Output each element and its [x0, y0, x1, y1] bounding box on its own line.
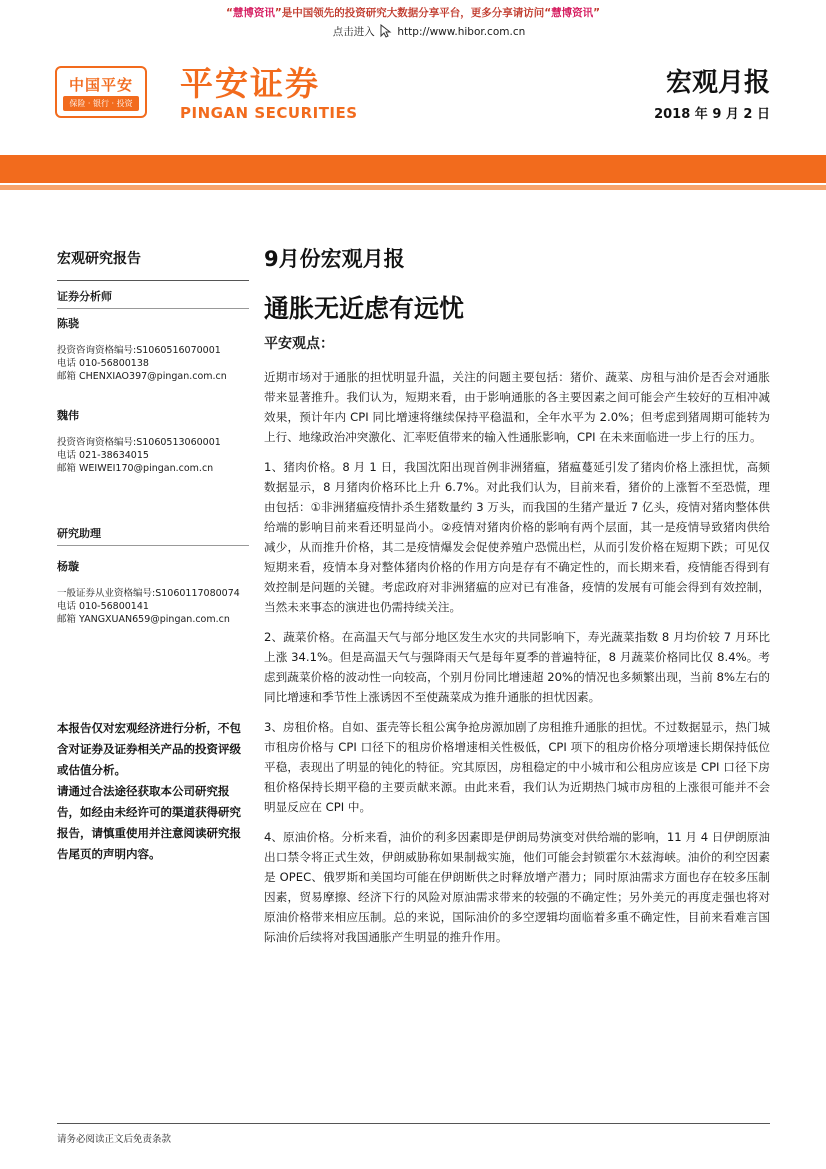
analyst-qualification: 投资咨询资格编号:S1060516070001: [57, 345, 221, 356]
assistant-name: 杨璇: [57, 560, 79, 573]
sidebar: [57, 248, 249, 626]
ping-an-group-logo: [55, 66, 147, 118]
company-name-en: PINGAN SECURITIES: [180, 104, 358, 122]
cursor-icon: [380, 24, 392, 38]
promo-banner: [0, 6, 826, 39]
sidebar-disclaimer: [57, 718, 249, 865]
disclaimer-scope: 本报告仅对宏观经济进行分析，不包含对证券及证券相关产品的投资评级或估值分析。: [57, 721, 241, 777]
report-type: 宏观月报: [665, 68, 770, 98]
analyst-card: [57, 315, 249, 383]
analyst-contact: [57, 436, 249, 475]
paragraph-oil: 4、原油价格。分析来看，油价的利多因素即是伊朗局势演变对供给端的影响，11 月 4 日伊朗原油出口禁令将正式生效，伊朗威胁称如果制裁实施，他们可能会封锁霍尔木兹海峡。油价的利空因素是 OPEC、俄罗斯和美国均可能在伊朗断供之时释放增产潜力；同时原油需求方面也存在较多压制因素，贸易摩擦、经济下行的风险对原油需求带来的较强的不确定性；另外美元的再度走强也将对原油价格带来相应压制。总的来说，国际油价的多空逻辑均面临着多重不确定性，目前来看难言国际油价后续将对我国通胀产生明显的推升作用。: [264, 830, 770, 944]
analyst-name: 魏伟: [57, 409, 79, 422]
viewpoint-heading: 平安观点：: [264, 336, 334, 352]
report-headline: 通胀无近虑有远忧: [264, 294, 465, 323]
analyst-email[interactable]: 邮箱 CHENXIAO397@pingan.com.cn: [57, 371, 227, 382]
disclaimer-source: 请通过合法途径获取本公司研究报告，如经由未经许可的渠道获得研究报告，请慎重使用并注意阅读研究报告尾页的声明内容。: [57, 784, 241, 861]
analyst-phone: 电话 010-56800138: [57, 358, 149, 369]
group-slogan: 保险 · 银行 · 投资: [63, 96, 139, 111]
assistant-card: [57, 558, 249, 626]
analyst-heading: 证券分析师: [57, 288, 249, 309]
analyst-name: 陈骁: [57, 317, 79, 330]
analyst-email[interactable]: 邮箱 WEIWEI170@pingan.com.cn: [57, 463, 214, 474]
analyst-phone: 电话 021-38634015: [57, 450, 149, 461]
main-content: [264, 243, 770, 947]
promo-brand[interactable]: 慧博资讯: [232, 7, 275, 19]
site-url-link[interactable]: http://www.hibor.com.cn: [397, 26, 526, 38]
promo-brand-2[interactable]: 慧博资讯: [551, 7, 594, 19]
company-name-cn: 平安证券: [180, 64, 320, 103]
footer-note: 请务必阅读正文后免责条款: [57, 1134, 172, 1145]
assistant-heading: 研究助理: [57, 525, 249, 546]
report-title: 9月份宏观月报: [264, 247, 405, 271]
paragraph-summary: 近期市场对于通胀的担忧明显升温，关注的问题主要包括：猪价、蔬菜、房租与油价是否会对通胀带来显著推升。我们认为，短期来看，由于影响通胀的各主要因素之间可能会产生较好的互相冲减效果，预计年内 CPI 同比增速将继续保持平稳温和，全年水平为 2.0%；但考虑到猪周期可能转为上行、地缘政治冲突激化、汇率贬值带来的输入性通胀影响，CPI 在未来面临进一步上行的压力。: [264, 370, 770, 444]
report-category: 宏观研究报告: [57, 248, 249, 281]
header-band-thin: [0, 185, 826, 190]
paragraph-vegetables: 2、蔬菜价格。在高温天气与部分地区发生水灾的共同影响下，寿光蔬菜指数 8 月均价较 7 月环比上涨 34.1%。但是高温天气与强降雨天气是每年夏季的普遍特征，8 月蔬菜价格同比仅 8.4%。考虑到蔬菜价格的波动性一向较高，个别月份同比增速超 20%的情况也多频繁出现，当前 8%左右的同比增速和季节性上涨诱因不至使蔬菜成为推升通胀的担忧因素。: [264, 630, 770, 704]
paragraph-rent: 3、房租价格。自如、蛋壳等长租公寓争抢房源加剧了房租推升通胀的担忧。不过数据显示，热门城市租房价格与 CPI 口径下的租房价格增速相关性极低，CPI 项下的租房价格分项增速长期保持低位平稳，表现出了明显的钝化的特征。究其原因，房租稳定的中小城市和公租房应该是 CPI 口径下房租价格保持长期平稳的主要贡献来源。由此来看，我们认为近期热门城市房租的上涨很可能并不会明显反应在 CPI 中。: [264, 720, 770, 814]
promo-line: “慧博资讯”是中国领先的投资研究大数据分享平台，更多分享请访问“慧博资讯”: [225, 7, 601, 19]
assistant-qualification: 一般证券从业资格编号:S1060117080074: [57, 588, 240, 599]
header-band: [0, 155, 826, 183]
click-enter-link[interactable]: 点击进入: [332, 26, 375, 38]
group-name: 中国平安: [68, 76, 133, 94]
assistant-contact: [57, 587, 249, 626]
footer-divider: [57, 1123, 770, 1124]
assistant-email[interactable]: 邮箱 YANGXUAN659@pingan.com.cn: [57, 614, 230, 625]
analyst-qualification: 投资咨询资格编号:S1060513060001: [57, 437, 221, 448]
promo-link-line: [16, 24, 826, 39]
pingan-securities-logo: [180, 66, 358, 122]
paragraph-pork: 1、猪肉价格。8 月 1 日，我国沈阳出现首例非洲猪瘟，猪瘟蔓延引发了猪肉价格上涨担忧，高频数据显示，8 月猪肉价格环比上升 6.7%。对此我们认为，目前来看，猪价的上涨暂不至恐慌，理由包括：①非洲猪瘟疫情扑杀生猪数量约 3 万头，而我国的生猪产量近 7 亿头，疫情对猪肉整体供给端的影响目前来看还明显尚小。②疫情对猪肉价格的影响有两个层面，其一是疫情导致猪肉供给减少，从而推升价格，其二是疫情爆发会促使养殖户恐慌出栏，从而引发价格在短期下跌；可见仅短期来看，疫情本身对整体猪肉价格的作用方向是存有不确定性的，而长期来看，疫情能否得到有效控制是问题的关键。考虑政府对非洲猪瘟的应对已有准备，疫情的发展有可能会得到有效控制，当然未来事态的演进也仍需持续关注。: [264, 460, 770, 614]
assistant-phone: 电话 010-56800141: [57, 601, 149, 612]
analyst-contact: [57, 344, 249, 383]
analyst-card: [57, 407, 249, 475]
report-date: 2018 年 9 月 2 日: [654, 107, 770, 122]
